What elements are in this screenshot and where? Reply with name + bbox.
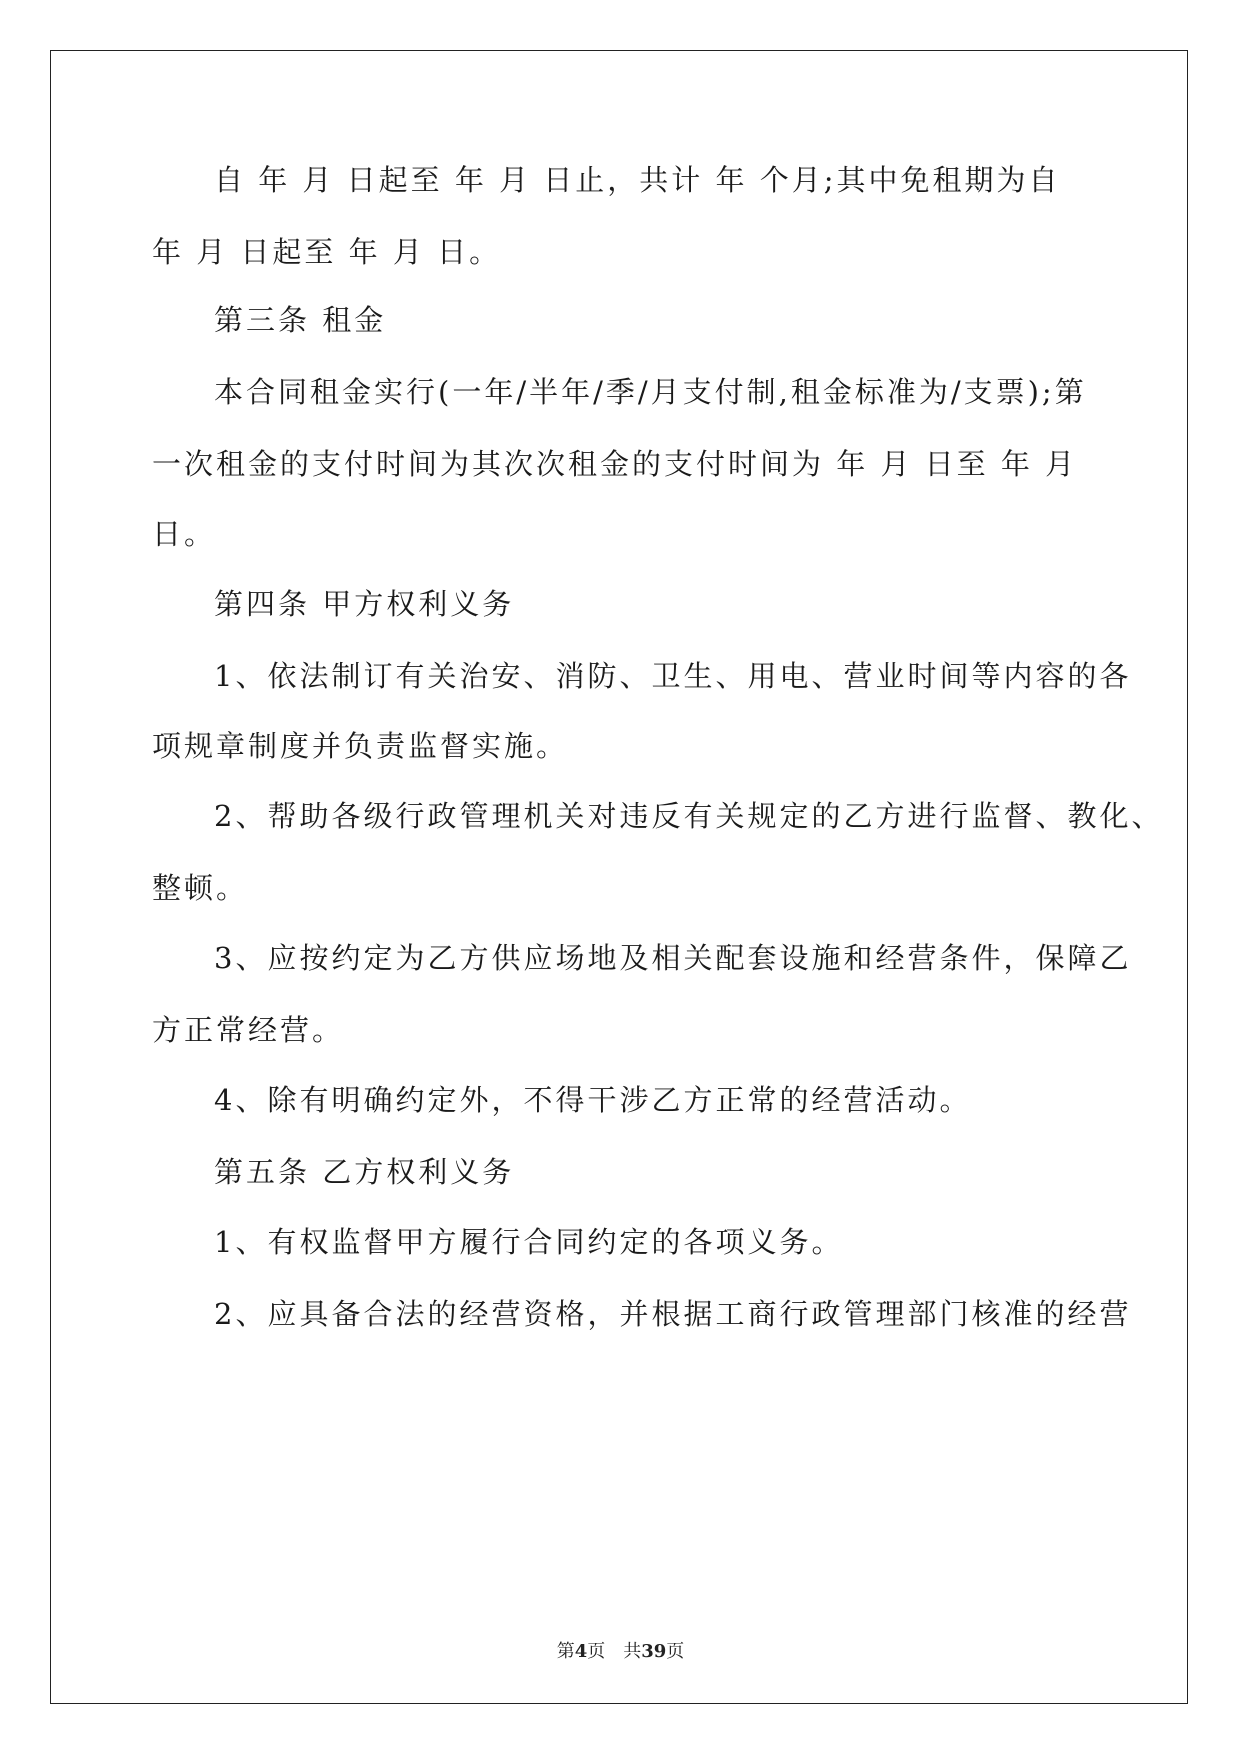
text-line: 自 年 月 日起至 年 月 日止，共计 年 个月;其中免租期为自 — [214, 163, 1061, 197]
text-line: 2、应具备合法的经营资格，并根据工商行政管理部门核准的经营 — [214, 1297, 1132, 1331]
text-line: 1、有权监督甲方履行合同约定的各项义务。 — [214, 1225, 844, 1259]
text-line: 4、除有明确约定外，不得干涉乙方正常的经营活动。 — [214, 1083, 972, 1117]
text-line: 2、帮助各级行政管理机关对违反有关规定的乙方进行监督、教化、 — [214, 799, 1164, 833]
section-heading: 第四条 甲方权利义务 — [214, 587, 515, 621]
section-heading: 第五条 乙方权利义务 — [214, 1155, 515, 1189]
text-line: 项规章制度并负责监督实施。 — [152, 729, 569, 763]
text-line: 本合同租金实行(一年/半年/季/月支付制,租金标准为/支票);第 — [214, 375, 1087, 409]
footer-suffix: 页 — [666, 1641, 685, 1662]
total-page-count: 39 — [641, 1641, 667, 1662]
footer-prefix: 第 — [556, 1641, 575, 1662]
text-line: 一次租金的支付时间为其次次租金的支付时间为 年 月 日至 年 月 — [152, 447, 1078, 481]
current-page-number: 4 — [574, 1641, 588, 1662]
text-line: 1、依法制订有关治安、消防、卫生、用电、营业时间等内容的各 — [214, 659, 1132, 693]
text-line: 年 月 日起至 年 月 日。 — [152, 235, 502, 269]
text-line: 整顿。 — [152, 871, 249, 905]
text-line: 日。 — [152, 517, 217, 551]
page-number-footer — [0, 1640, 1241, 1664]
text-line: 3、应按约定为乙方供应场地及相关配套设施和经营条件，保障乙 — [214, 941, 1132, 975]
footer-middle: 页 共 — [587, 1641, 642, 1662]
text-line: 方正常经营。 — [152, 1013, 345, 1047]
section-heading: 第三条 租金 — [214, 303, 387, 337]
